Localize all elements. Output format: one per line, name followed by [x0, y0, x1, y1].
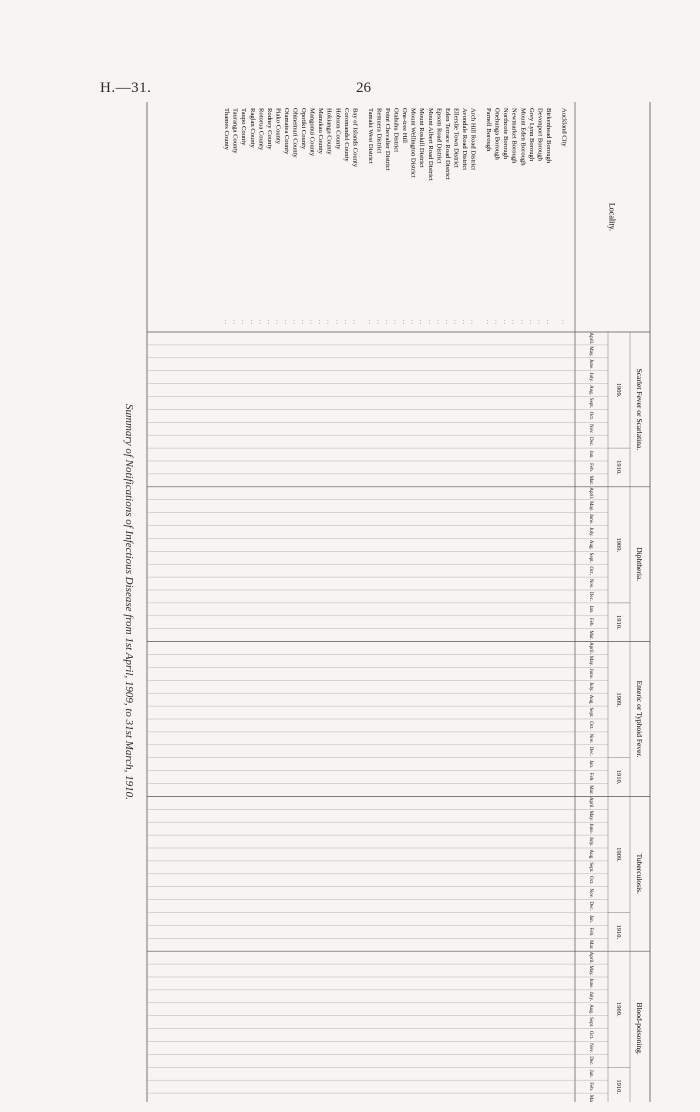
month-header: May. [588, 346, 593, 357]
month-header: June. [588, 359, 593, 370]
leader-dots: . . [274, 319, 281, 324]
month-header: May. [588, 501, 593, 512]
leader-dots: . . [510, 319, 517, 324]
month-header: Oct. [588, 566, 593, 575]
locality-name: Mangonui County [308, 108, 316, 157]
leader-dots: . . [308, 319, 315, 324]
leader-dots: . . [240, 319, 247, 324]
month-header: Nov. [588, 578, 593, 589]
locality-name: Grey Lynn Borough [527, 108, 535, 162]
table-grid [142, 102, 652, 1102]
disease-header: Enteric or Typhoid Fever. [635, 680, 644, 758]
locality-name: Otahuhu District [392, 108, 400, 153]
year-header: 1909. [615, 1001, 622, 1017]
month-header: Nov. [588, 888, 593, 898]
leader-dots: . . [366, 319, 373, 324]
disease-header: Tuberculosis. [635, 853, 644, 894]
locality-name: Thames County [223, 108, 231, 150]
month-header: Aug. [588, 694, 593, 705]
month-header: Nov. [588, 1043, 593, 1053]
month-header: Mar. [588, 785, 593, 795]
year-header: 1910. [615, 460, 622, 475]
month-header: Dec. [588, 746, 593, 756]
month-header: Sept. [588, 1017, 593, 1028]
month-header: Nov. [588, 733, 593, 744]
month-header: Aug. [588, 849, 593, 860]
locality-name: Manukau County [317, 108, 325, 154]
locality-header: Locality. [607, 202, 617, 232]
locality-name: Raglan County [248, 108, 256, 148]
leader-dots: . . [469, 319, 476, 324]
locality-name: Piako County [274, 108, 282, 145]
month-header: April. [588, 332, 593, 345]
month-header: Oct. [588, 876, 593, 885]
year-header: 1909. [615, 382, 622, 398]
month-header: June. [588, 513, 593, 525]
leader-dots: . . [248, 319, 255, 324]
leader-dots: . . [265, 319, 272, 324]
locality-name: Epsom Road District [435, 108, 443, 164]
rotated-table-page [102, 102, 662, 1102]
leader-dots: . . [544, 319, 551, 324]
locality-name: Auckland City [560, 108, 568, 147]
locality-name: Mount Roskill District [418, 108, 426, 168]
leader-dots: . . [418, 319, 425, 324]
locality-name: Newmarket Borough [510, 108, 518, 164]
month-header: July. [588, 991, 593, 1001]
locality-name: Opotiki County [300, 108, 308, 150]
month-header: Dec. [588, 1056, 593, 1066]
leader-dots: . . [536, 319, 543, 324]
leader-dots: . . [351, 319, 358, 324]
month-header: Sept. [588, 707, 593, 718]
locality-name: Mount Wellington District [409, 108, 417, 178]
locality-name: Hokianga County [325, 108, 333, 155]
year-header: 1910. [615, 924, 622, 940]
leader-dots: . . [342, 319, 349, 324]
leader-dots: . . [392, 319, 399, 324]
leader-dots: . . [443, 319, 450, 324]
month-header: July. [588, 682, 593, 692]
month-header: Aug. [588, 385, 593, 395]
table-title: Summary of Notifications of Infectious Disease from 1st April, 1909, to 31st March, 1910. [123, 404, 135, 800]
locality-name: Devonport Borough [536, 108, 544, 161]
locality-name: Hobson County [334, 108, 342, 150]
locality-name: Ohinemuri County [291, 108, 299, 158]
leader-dots: . . [409, 319, 416, 324]
month-header: Jan. [588, 450, 593, 459]
month-header: Feb. [588, 927, 593, 937]
year-header: 1910. [615, 614, 622, 630]
leader-dots: . . [460, 319, 467, 324]
locality-name: Coromandel County [342, 108, 350, 162]
month-header: June. [588, 668, 593, 680]
locality-name: Ellerslie Town District [452, 108, 460, 168]
month-header: Feb. [588, 772, 593, 782]
page-number: 26 [356, 80, 371, 96]
month-header: July. [588, 372, 593, 382]
month-header: April. [588, 642, 593, 654]
month-header: April. [588, 487, 593, 500]
month-header: May. [588, 965, 593, 976]
leader-dots: . . [401, 319, 408, 324]
leader-dots: . . [560, 319, 567, 324]
year-header: 1909. [615, 692, 622, 707]
month-header: Aug. [588, 1004, 593, 1015]
document-code: H.—31. [100, 80, 152, 96]
locality-name: Arch Hill Road District [469, 108, 477, 171]
month-header: Jan. [588, 914, 593, 923]
month-header: Dec. [588, 436, 593, 447]
month-header: Oct. [588, 721, 593, 730]
month-header: Mar. [588, 630, 593, 640]
locality-name: Tamaki West District [366, 108, 374, 164]
month-header: Oct. [588, 1030, 593, 1040]
month-header: Sept. [588, 552, 593, 563]
month-header: May. [588, 655, 593, 666]
leader-dots: . . [384, 319, 390, 324]
leader-dots: . . [375, 319, 382, 324]
year-header: 1910. [615, 1079, 622, 1094]
leader-dots: . . [426, 319, 433, 324]
year-header: 1909. [615, 847, 622, 862]
month-header: Feb. [588, 617, 593, 627]
month-header: Dec. [588, 901, 593, 911]
month-header: May. [588, 810, 593, 821]
leader-dots: . . [502, 319, 509, 324]
month-header: Jan. [588, 1069, 593, 1078]
locality-name: Otamatea County [282, 108, 290, 155]
month-header: April. [588, 951, 593, 964]
locality-name: Avondale Road District [460, 108, 468, 171]
month-header: Feb. [588, 463, 593, 472]
month-header: Aug. [588, 539, 593, 550]
locality-name: Rotorua County [257, 108, 265, 151]
month-header: Dec. [588, 591, 593, 602]
month-header: July. [588, 836, 593, 847]
disease-header: Diphtheria. [635, 547, 644, 582]
leader-dots: . . [527, 319, 534, 324]
leader-dots: . . [223, 319, 230, 324]
year-header: 1909. [615, 537, 622, 553]
locality-name: Onehunga Borough [493, 108, 501, 160]
locality-name: Point Chevalier District [384, 108, 391, 171]
month-header: Mar. [588, 1094, 593, 1102]
month-header: Sept. [588, 397, 593, 409]
month-header: Oct. [588, 411, 593, 421]
leader-dots: . . [291, 319, 298, 324]
month-header: June. [588, 978, 593, 989]
disease-header: Blood-poisoning. [635, 1002, 644, 1055]
leader-dots: . . [485, 319, 492, 324]
month-header: June. [588, 823, 593, 834]
locality-name: Tauranga County [231, 108, 239, 154]
month-header: Mar. [588, 475, 593, 486]
leader-dots: . . [493, 319, 500, 324]
locality-name: Mount Albert Road District [426, 108, 434, 181]
locality-name: Remuera District [375, 108, 383, 154]
notifications-table [142, 102, 652, 1102]
leader-dots: . . [325, 319, 332, 324]
locality-name: Taupo County [240, 108, 248, 146]
leader-dots: . . [519, 319, 526, 324]
leader-dots: . . [435, 319, 442, 324]
leader-dots: . . [257, 319, 264, 324]
year-header: 1910. [615, 769, 622, 785]
month-header: Jan. [588, 760, 593, 769]
locality-name: Mount Eden Borough [519, 108, 527, 166]
leader-dots: . . [300, 319, 307, 324]
locality-name: Rodney County [265, 108, 273, 150]
leader-dots: . . [334, 319, 341, 324]
locality-name: Parnell Borough [485, 108, 493, 152]
locality-name: Birkenhead Borough [544, 108, 552, 164]
month-header: Nov. [588, 423, 593, 434]
leader-dots: . . [282, 319, 289, 324]
locality-name: One-tree Hill [401, 108, 409, 143]
disease-header: Scarlet Fever or Scarlatina. [635, 368, 644, 451]
month-header: Sept. [588, 862, 593, 873]
month-header: Feb. [588, 1082, 593, 1092]
locality-name: Bay of Islands County [351, 108, 359, 168]
month-header: April. [588, 796, 593, 809]
month-header: July. [588, 527, 593, 537]
leader-dots: . . [317, 319, 324, 324]
leader-dots: . . [231, 319, 238, 324]
month-header: Jan. [588, 605, 593, 614]
month-header: Mar. [588, 940, 593, 950]
leader-dots: . . [452, 319, 459, 324]
locality-name: Northcote Borough [502, 108, 510, 160]
locality-name: Eden Terrace Road District [443, 108, 451, 180]
